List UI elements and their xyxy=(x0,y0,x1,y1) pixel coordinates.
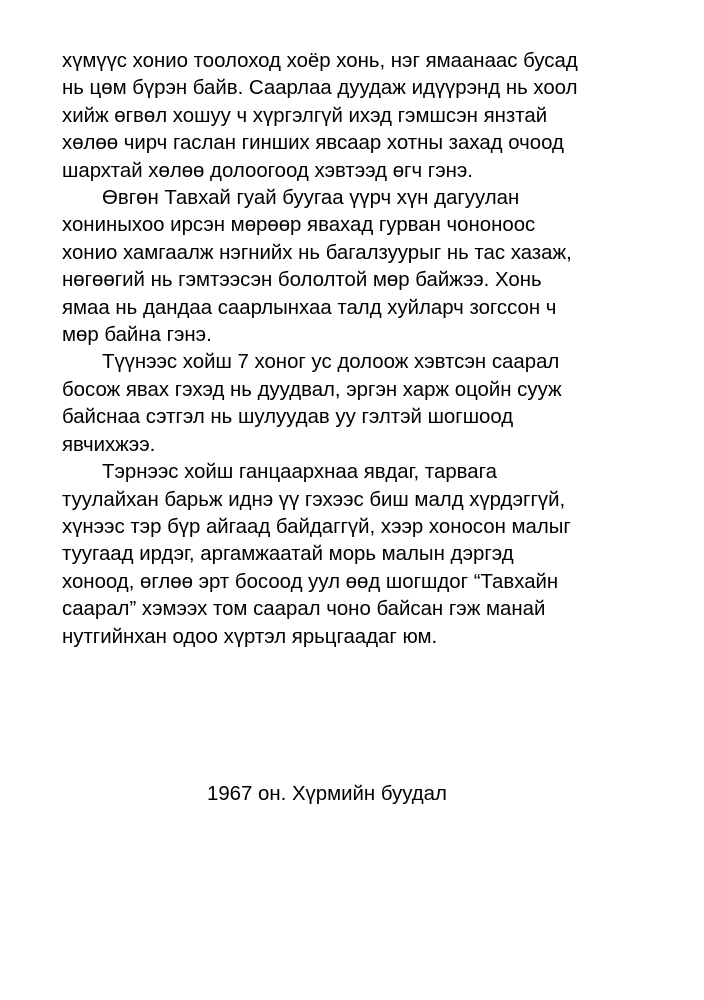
text-line: мөр байна гэнэ. xyxy=(62,324,212,347)
text-line: ямаа нь дандаа саарлынхаа талд хуйларч зогссон ч xyxy=(62,296,557,319)
text-line: байснаа сэтгэл нь шулуудав уу гэлтэй шогшоод xyxy=(62,406,514,429)
text-line: шархтай хөлөө долоогоод хэвтээд өгч гэнэ. xyxy=(62,159,473,182)
text-line: нөгөөгий нь гэмтээсэн бололтой мөр байжээ. Хонь xyxy=(62,269,542,292)
text-line: нутгийнхан одоо хүртэл ярьцгаадаг юм. xyxy=(62,625,438,648)
text-line: босож явах гэхэд нь дуудвал, эргэн харж оцойн сууж xyxy=(62,378,562,401)
paragraph-start-line: Өвгөн Тавхай гуай буугаа үүрч хүн дагуулан xyxy=(102,187,520,210)
text-line: явчихжээ. xyxy=(62,433,156,456)
story-text xyxy=(62,48,682,651)
date-place-signature: 1967 он. Хүрмийн буудал xyxy=(207,783,447,805)
text-line: хүнээс тэр бүр айгаад байдаггүй, хээр хоносон малыг xyxy=(62,515,571,538)
text-line: хоноод, өглөө эрт босоод уул өөд шогшдог “Тавхайн xyxy=(62,570,559,593)
text-line: хүмүүс хонио тоолоход хоёр хонь, нэг ямаанаас бусад xyxy=(62,50,578,72)
text-line: саарал” хэмээх том саарал чоно байсан гэж манай xyxy=(62,598,546,621)
paragraph-start-line: Тэрнээс хойш ганцаархнаа явдаг, тарвага xyxy=(102,461,497,484)
paragraph-start-line: Түүнээс хойш 7 хоног ус долоож хэвтсэн саарал xyxy=(102,351,560,374)
text-line: хийж өгвөл хошуу ч хүргэлгүй ихэд гэмшсэн янзтай xyxy=(62,104,548,127)
text-line: хонио хамгаалж нэгнийх нь багалзуурыг нь тас хазаж, xyxy=(62,241,572,264)
text-line: туугаад ирдэг, аргамжаатай морь малын дэргэд xyxy=(62,543,514,566)
text-line: туулайхан барьж иднэ үү гэхээс биш малд хүрдэггүй, xyxy=(62,488,566,511)
text-line: хониныхоо ирсэн мөрөөр явахад гурван чононоос xyxy=(62,214,536,237)
text-line: хөлөө чирч гаслан гинших явсаар хотны захад очоод xyxy=(62,132,564,155)
text-line: нь цөм бүрэн байв. Саарлаа дуудаж идүүрэнд нь хоол xyxy=(62,77,578,100)
